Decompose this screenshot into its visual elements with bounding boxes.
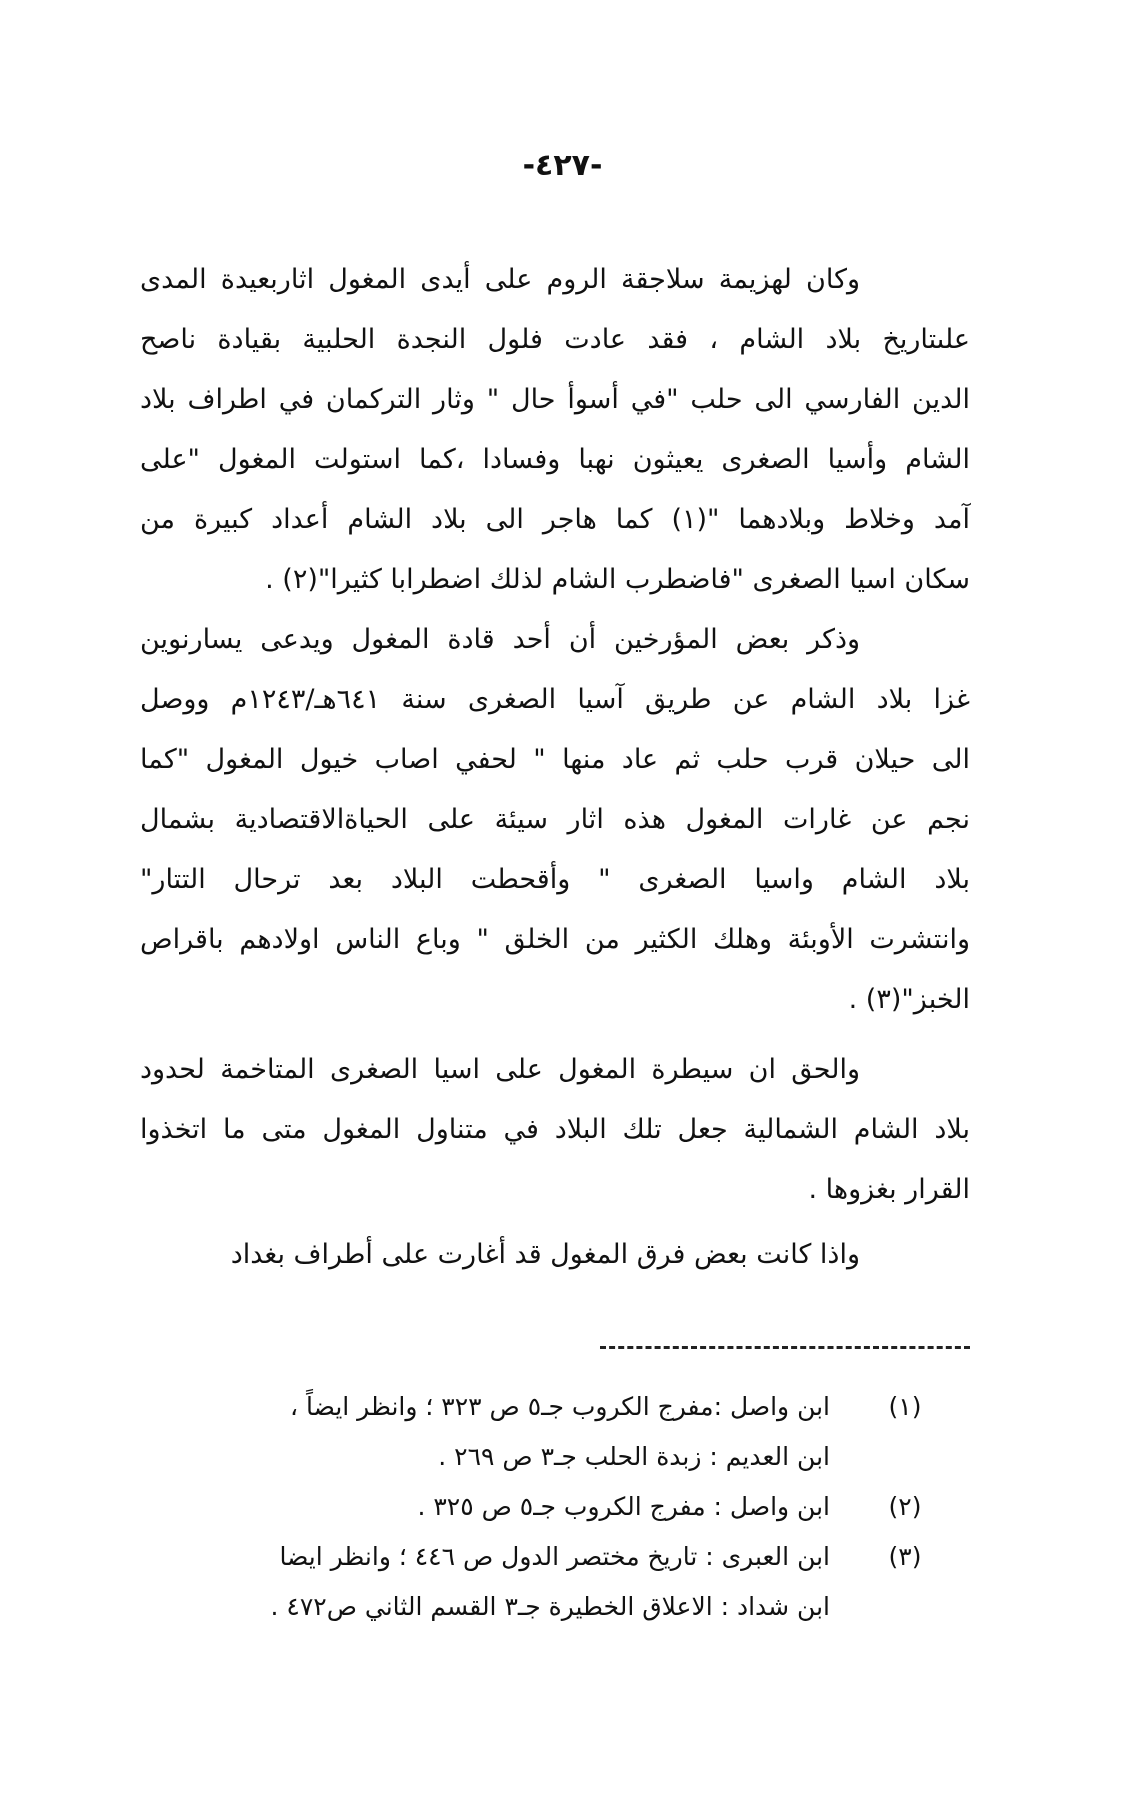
paragraph-3-line-2: بلاد الشام الشمالية جعل تلك البلاد في متناول المغول متى ما اتخذوا [140, 1114, 970, 1145]
paragraph-1-line-2: علىتاريخ بلاد الشام ، فقد عادت فلول النجدة الحلبية بقيادة ناصح [140, 324, 970, 355]
paragraph-4-line-1: واذا كانت بعض فرق المغول قد أغارت على أطراف بغداد [230, 1239, 860, 1270]
paragraph-2-line-4: نجم عن غارات المغول هذه اثار سيئة على الحياةالاقتصادية بشمال [140, 804, 970, 835]
footnote-text: ابن العديم : زبدة الحلب جـ٣ ص ٢٦٩ . [438, 1442, 830, 1471]
paragraph-2-line-6: وانتشرت الأوبئة وهلك الكثير من الخلق " وباع الناس اولادهم باقراص [140, 924, 970, 955]
footnote-separator [600, 1346, 970, 1349]
footnote-number: (٢) [888, 1492, 922, 1521]
paragraph-1-line-5: آمد وخلاط وبلادهما "(١) كما هاجر الى بلاد الشام أعداد كبيرة من [140, 504, 970, 535]
paragraph-3-line-3: القرار بغزوها . [808, 1174, 970, 1205]
paragraph-2-line-5: بلاد الشام واسيا الصغرى " وأقحطت البلاد بعد ترحال التتار" [140, 864, 970, 895]
paragraph-2-line-1: وذكر بعض المؤرخين أن أحد قادة المغول ويدعى يسارنوين [140, 624, 860, 655]
footnote-text: ابن واصل : مفرج الكروب جـ٥ ص ٣٢٥ . [417, 1492, 830, 1521]
paragraph-2-line-2: غزا بلاد الشام عن طريق آسيا الصغرى سنة ٦٤١هـ/١٢٤٣م ووصل [140, 684, 970, 715]
paragraph-1-line-1: وكان لهزيمة سلاجقة الروم على أيدى المغول اثاربعيدة المدى [140, 264, 860, 295]
footnote-number: (٣) [888, 1542, 922, 1571]
paragraph-3-line-1: والحق ان سيطرة المغول على اسيا الصغرى المتاخمة لحدود [140, 1054, 860, 1085]
paragraph-2-line-7: الخبز"(٣) . [848, 984, 970, 1015]
paragraph-2-line-3: الى حيلان قرب حلب ثم عاد منها " لحفي اصاب خيول المغول "كما [140, 744, 970, 775]
page-number: -٤٢٧- [522, 148, 603, 183]
paragraph-1-line-6: سكان اسيا الصغرى "فاضطرب الشام لذلك اضطرابا كثيرا"(٢) . [265, 564, 970, 595]
footnote-number: (١) [888, 1392, 922, 1421]
footnote-text: ابن العبرى : تاريخ مختصر الدول ص ٤٤٦ ؛ وانظر ايضا [279, 1542, 830, 1571]
footnote-text: ابن واصل :مفرج الكروب جـ٥ ص ٣٢٣ ؛ وانظر ايضاً ، [290, 1392, 830, 1421]
paragraph-1-line-3: الدين الفارسي الى حلب "في أسوأ حال " وثار التركمان في اطراف بلاد [140, 384, 970, 415]
paragraph-1-line-4: الشام وأسيا الصغرى يعيثون نهبا وفسادا ،كما استولت المغول "على [140, 444, 970, 475]
footnote-text: ابن شداد : الاعلاق الخطيرة جـ٣ القسم الثاني ص٤٧٢ . [270, 1592, 830, 1621]
